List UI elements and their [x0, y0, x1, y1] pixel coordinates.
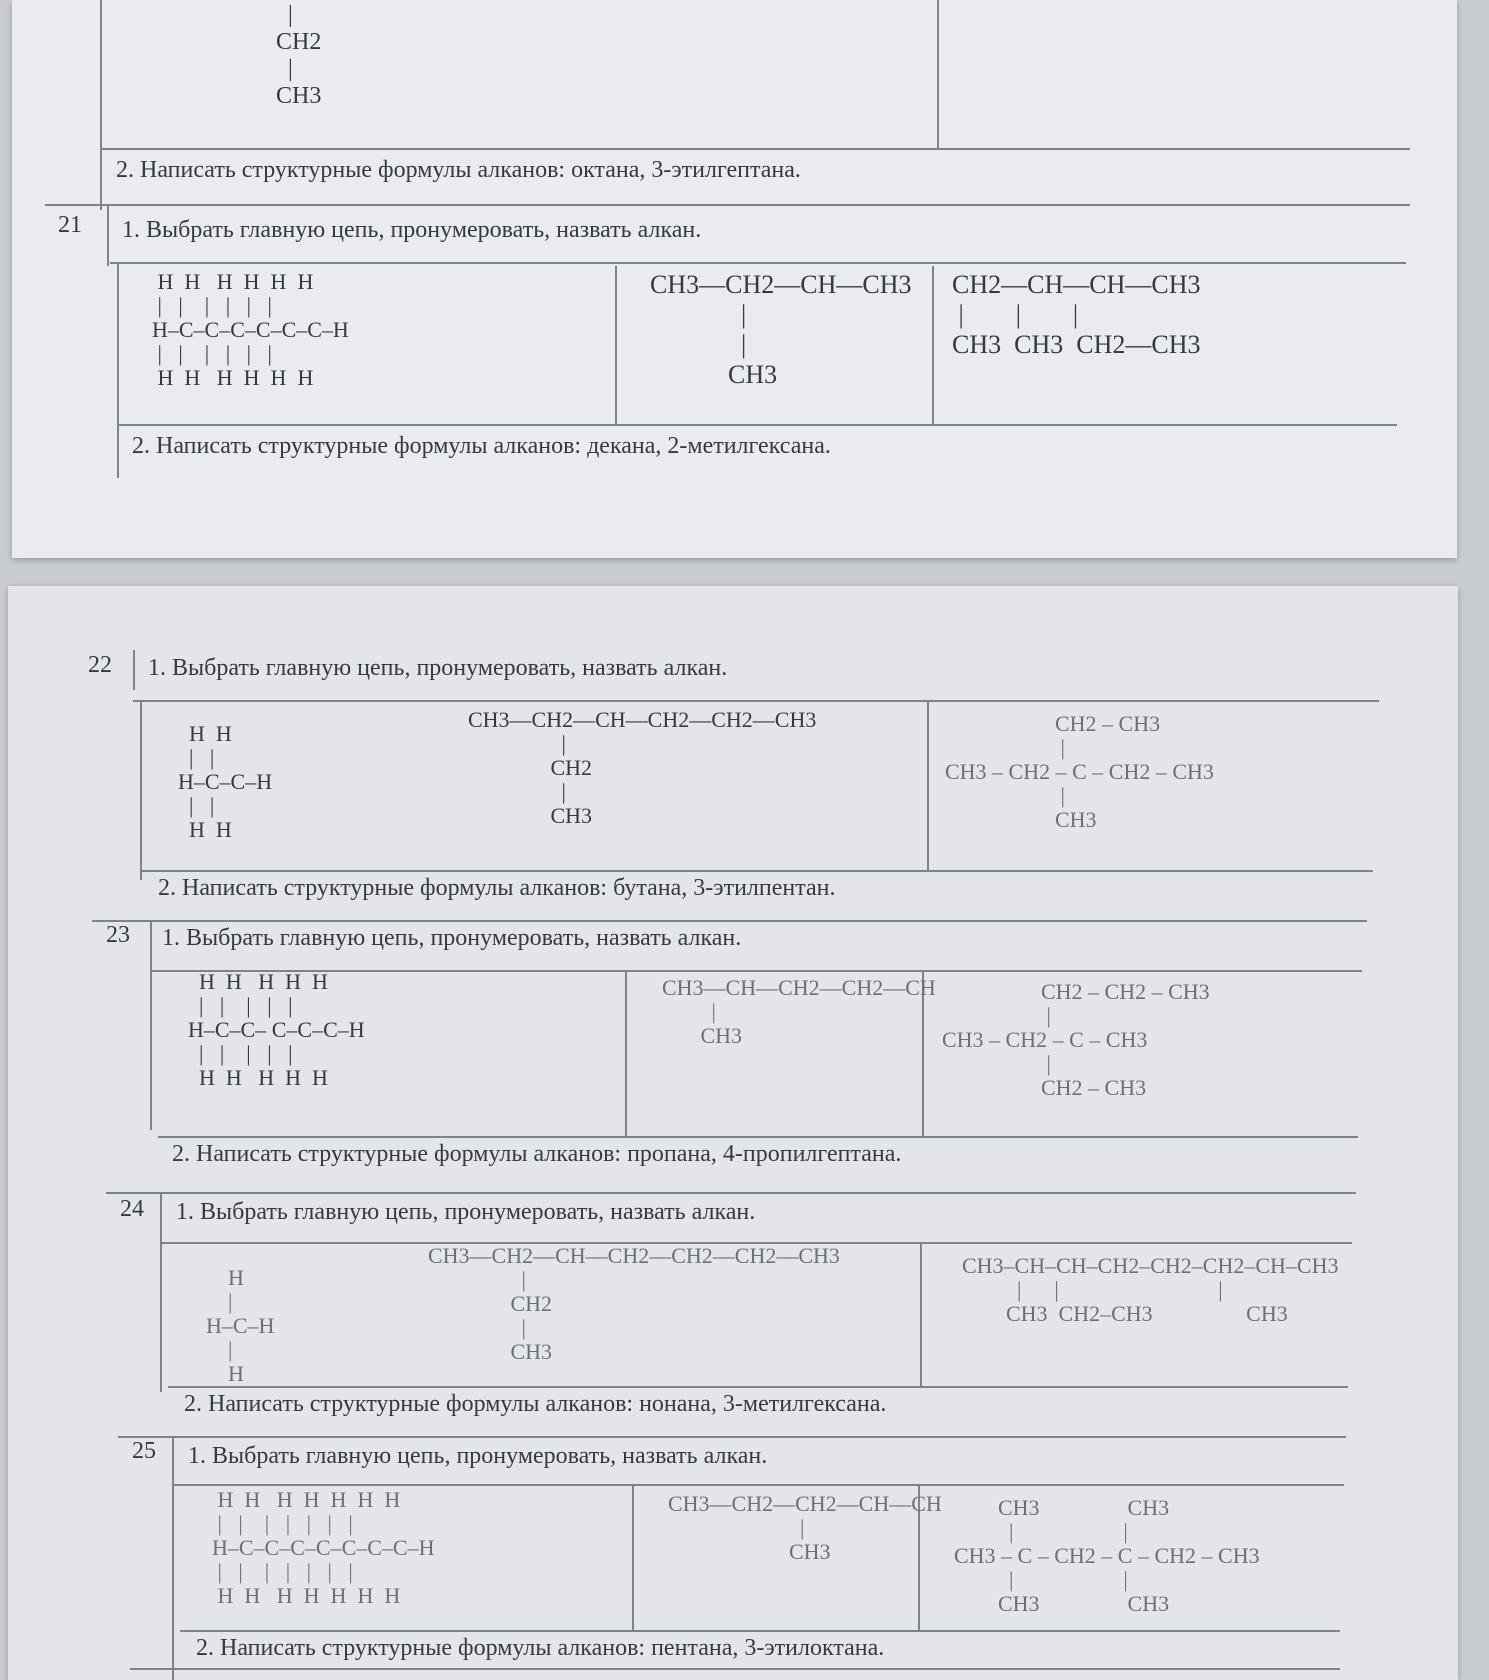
table-border: [932, 266, 934, 426]
table-border: [920, 1244, 922, 1388]
problem-number: 23: [106, 922, 130, 948]
problem-number: 24: [120, 1196, 144, 1222]
table-border: [140, 870, 1373, 872]
table-border: [172, 1484, 1344, 1486]
task1-text: 1. Выбрать главную цепь, пронумеровать, назвать алкан.: [122, 217, 702, 243]
task2-text: 2. Написать структурные формулы алканов: нонана, 3-метилгексана.: [184, 1391, 887, 1417]
table-border: [140, 700, 142, 880]
table-border: [615, 266, 617, 426]
table-border: [150, 920, 152, 1130]
table-border: [625, 972, 627, 1138]
structural-formula-a: H H H H H H | | | | | | H–C–C–C–C–C–C–H | | | | | | H H H H H H: [152, 269, 349, 390]
task1-text: 1. Выбрать главную цепь, пронумеровать, назвать алкан.: [176, 1199, 756, 1225]
table-border: [110, 262, 1406, 264]
problem-number: 22: [88, 652, 112, 678]
table-border: [133, 700, 1379, 702]
task1-text: 1. Выбрать главную цепь, пронумеровать, назвать алкан.: [162, 925, 742, 951]
structural-formula-b: CH3—CH—CH2—CH2—CH | CH3: [662, 975, 936, 1048]
task2-text: 2. Написать структурные формулы алканов: пентана, 3-этилоктана.: [196, 1635, 885, 1661]
structural-formula-c: CH2—CH—CH—CH3 | | | CH3 CH3 CH2—CH3: [952, 270, 1201, 359]
table-border: [100, 148, 1410, 150]
structural-formula-a: H | H–C–H | H: [206, 1265, 275, 1386]
table-border: [92, 920, 1367, 922]
task1-text: 1. Выбрать главную цепь, пронумеровать, назвать алкан.: [188, 1443, 768, 1469]
table-border: [107, 204, 109, 266]
task1-text: 1. Выбрать главную цепь, пронумеровать, назвать алкан.: [148, 655, 728, 681]
table-border: [168, 1386, 1348, 1388]
table-border: [927, 702, 929, 872]
task2-text: 2. Написать структурные формулы алканов: пропана, 4-пропилгептана.: [172, 1141, 902, 1167]
task2-text: 2. Написать структурные формулы алканов: бутана, 3-этилпентан.: [158, 875, 836, 901]
table-border: [632, 1486, 634, 1632]
table-border: [160, 1192, 162, 1392]
structural-formula-c: CH3 CH3 | | CH3 – C – CH2 – C – CH2 – CH3 | | CH3 CH3: [954, 1495, 1260, 1616]
table-border: [158, 1136, 1358, 1138]
structural-formula-c: CH2 – CH2 – CH3 | CH3 – CH2 – C – CH3 | CH2 – CH3: [942, 979, 1210, 1100]
table-border: [937, 0, 939, 150]
table-border: [117, 424, 1397, 426]
table-border: [118, 1436, 1346, 1438]
structural-formula-c: CH3–CH–CH–CH2–CH2–CH2–CH–CH3 | | | CH3 CH2–CH3 CH3: [962, 1253, 1339, 1326]
table-border: [100, 0, 102, 210]
table-border: [172, 1436, 174, 1680]
table-border: [133, 650, 135, 690]
structural-formula-b: CH3—CH2—CH2—CH—CH | CH3: [668, 1491, 942, 1564]
table-border: [130, 1668, 1340, 1670]
table-border: [45, 204, 1410, 206]
problem-number: 21: [58, 212, 82, 238]
table-border: [106, 1192, 1356, 1194]
structural-formula-c: CH2 – CH3 | CH3 – CH2 – C – CH2 – CH3 | CH3: [945, 711, 1214, 832]
table-border: [180, 1630, 1340, 1632]
formula-fragment: | CH2 | CH3: [276, 2, 322, 109]
table-border: [117, 262, 119, 478]
structural-formula-b: CH3—CH2—CH—CH2—CH2—CH3 | CH2 | CH3: [468, 707, 817, 828]
structural-formula-b: CH3—CH2—CH—CH2—CH2—CH2—CH3 | CH2 | CH3: [428, 1243, 840, 1364]
problem-number: 25: [132, 1438, 156, 1464]
task2-text: 2. Написать структурные формулы алканов: октана, 3-этилгептана.: [116, 157, 801, 183]
structural-formula-b: CH3—CH2—CH—CH3 | | CH3: [650, 270, 912, 389]
structural-formula-a: H H H H H | | | | | H–C–C– C–C–C–H | | | | | H H H H H: [188, 969, 365, 1090]
structural-formula-a: H H H H H H H | | | | | | | H–C–C–C–C–C–C–C–H | | | | | | | H H H H H H H: [212, 1487, 435, 1608]
task2-text: 2. Написать структурные формулы алканов: декана, 2-метилгексана.: [132, 433, 831, 459]
structural-formula-a: H H | | H–C–C–H | | H H: [178, 721, 273, 842]
